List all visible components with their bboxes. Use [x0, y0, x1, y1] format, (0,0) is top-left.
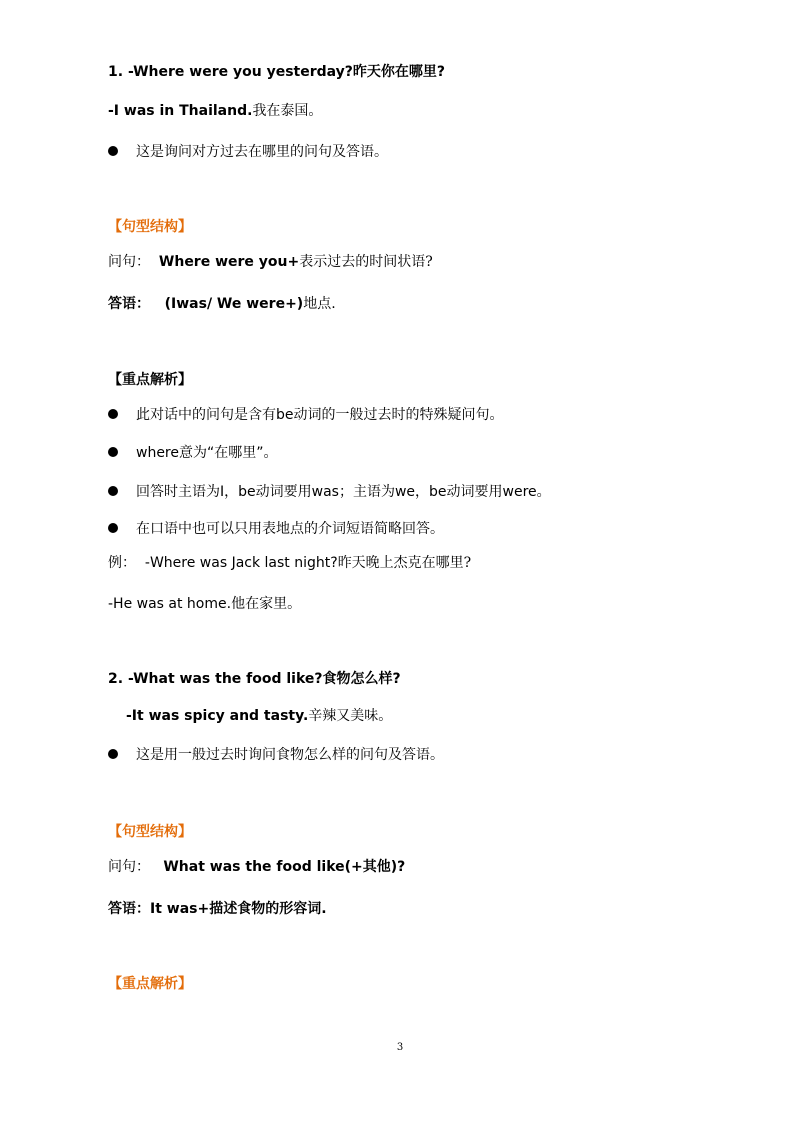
- section2-question: [108, 669, 401, 689]
- section1-note: [108, 142, 388, 162]
- struct-q-en: Where were you+: [158, 254, 300, 270]
- struct-a-label: 答语：: [108, 901, 150, 917]
- section1-analysis-title: 【重点解析】: [108, 372, 192, 388]
- section2-answer: [126, 706, 392, 726]
- bullet-icon: [108, 146, 118, 156]
- example-a-zh: 他在家里。: [231, 596, 302, 612]
- section1-question: [108, 62, 445, 82]
- section2-structure-question: [108, 857, 405, 877]
- section1-answer-zh: 我在泰国。: [252, 103, 323, 119]
- point-text: 在口语中也可以只用表地点的介词短语简略回答。: [136, 521, 444, 537]
- struct-q-zh: 表示过去的时间状语?: [299, 254, 433, 270]
- bullet-icon: [108, 447, 118, 457]
- struct-a-en: It was+: [150, 901, 210, 917]
- section1-example: [108, 553, 471, 573]
- section1-answer: [108, 101, 322, 121]
- example-label: 例：: [108, 555, 136, 571]
- section2-analysis-title: 【重点解析】: [108, 976, 192, 992]
- bullet-icon: [108, 749, 118, 759]
- struct-q-label: 问句：: [108, 859, 150, 875]
- page-number: 3: [396, 1042, 404, 1053]
- struct-q-label: 问句：: [108, 254, 150, 270]
- struct-a-zh: 描述食物的形容词.: [209, 901, 327, 917]
- section1-question-en: -Where were you yesterday?: [127, 64, 353, 80]
- point-text: 回答时主语为I，be动词要用was；主语为we，be动词要用were。: [136, 484, 551, 500]
- struct-a-label: 答语：: [108, 296, 150, 312]
- struct-q-en: What was the food like(+: [163, 859, 363, 875]
- section1-point: [108, 405, 504, 425]
- struct-a-en: (Iwas/ We were+): [164, 296, 304, 312]
- section1-point: [108, 519, 444, 539]
- section1-structure-title: 【句型结构】: [108, 219, 192, 235]
- section2-question-zh: 食物怎么样?: [322, 671, 401, 687]
- section1-point: [108, 443, 278, 463]
- bullet-icon: [108, 486, 118, 496]
- section1-note-text: 这是询问对方过去在哪里的问句及答语。: [136, 144, 388, 160]
- section2-answer-en: -It was spicy and tasty.: [126, 708, 309, 724]
- section1-structure-question: [108, 252, 433, 272]
- section1-number: 1.: [108, 64, 128, 80]
- section2-number: 2.: [108, 671, 128, 687]
- section2-question-en: -What was the food like?: [127, 671, 323, 687]
- section1-point: [108, 482, 551, 502]
- example-q-en: -Where was Jack last night?: [144, 555, 338, 571]
- point-text: where意为“在哪里”。: [136, 445, 278, 461]
- example-a-en: -He was at home.: [108, 596, 232, 612]
- section1-question-zh: 昨天你在哪里?: [352, 64, 446, 80]
- section2-note: [108, 745, 444, 765]
- section2-structure-answer: [108, 899, 327, 919]
- section2-note-text: 这是用一般过去时询问食物怎么样的问句及答语。: [136, 747, 444, 763]
- struct-q-end: )?: [390, 859, 406, 875]
- bullet-icon: [108, 409, 118, 419]
- point-text: 此对话中的问句是含有be动词的一般过去时的特殊疑问句。: [136, 407, 504, 423]
- section1-answer-en: -I was in Thailand.: [108, 103, 253, 119]
- section1-example-answer: [108, 594, 301, 614]
- section1-structure-answer: [108, 294, 336, 314]
- struct-a-zh: 地点.: [303, 296, 336, 312]
- struct-q-zh: 其他: [362, 859, 391, 875]
- example-q-zh: 昨天晚上杰克在哪里?: [337, 555, 472, 571]
- section2-answer-zh: 辛辣又美味。: [308, 708, 393, 724]
- bullet-icon: [108, 523, 118, 533]
- section2-structure-title: 【句型结构】: [108, 824, 192, 840]
